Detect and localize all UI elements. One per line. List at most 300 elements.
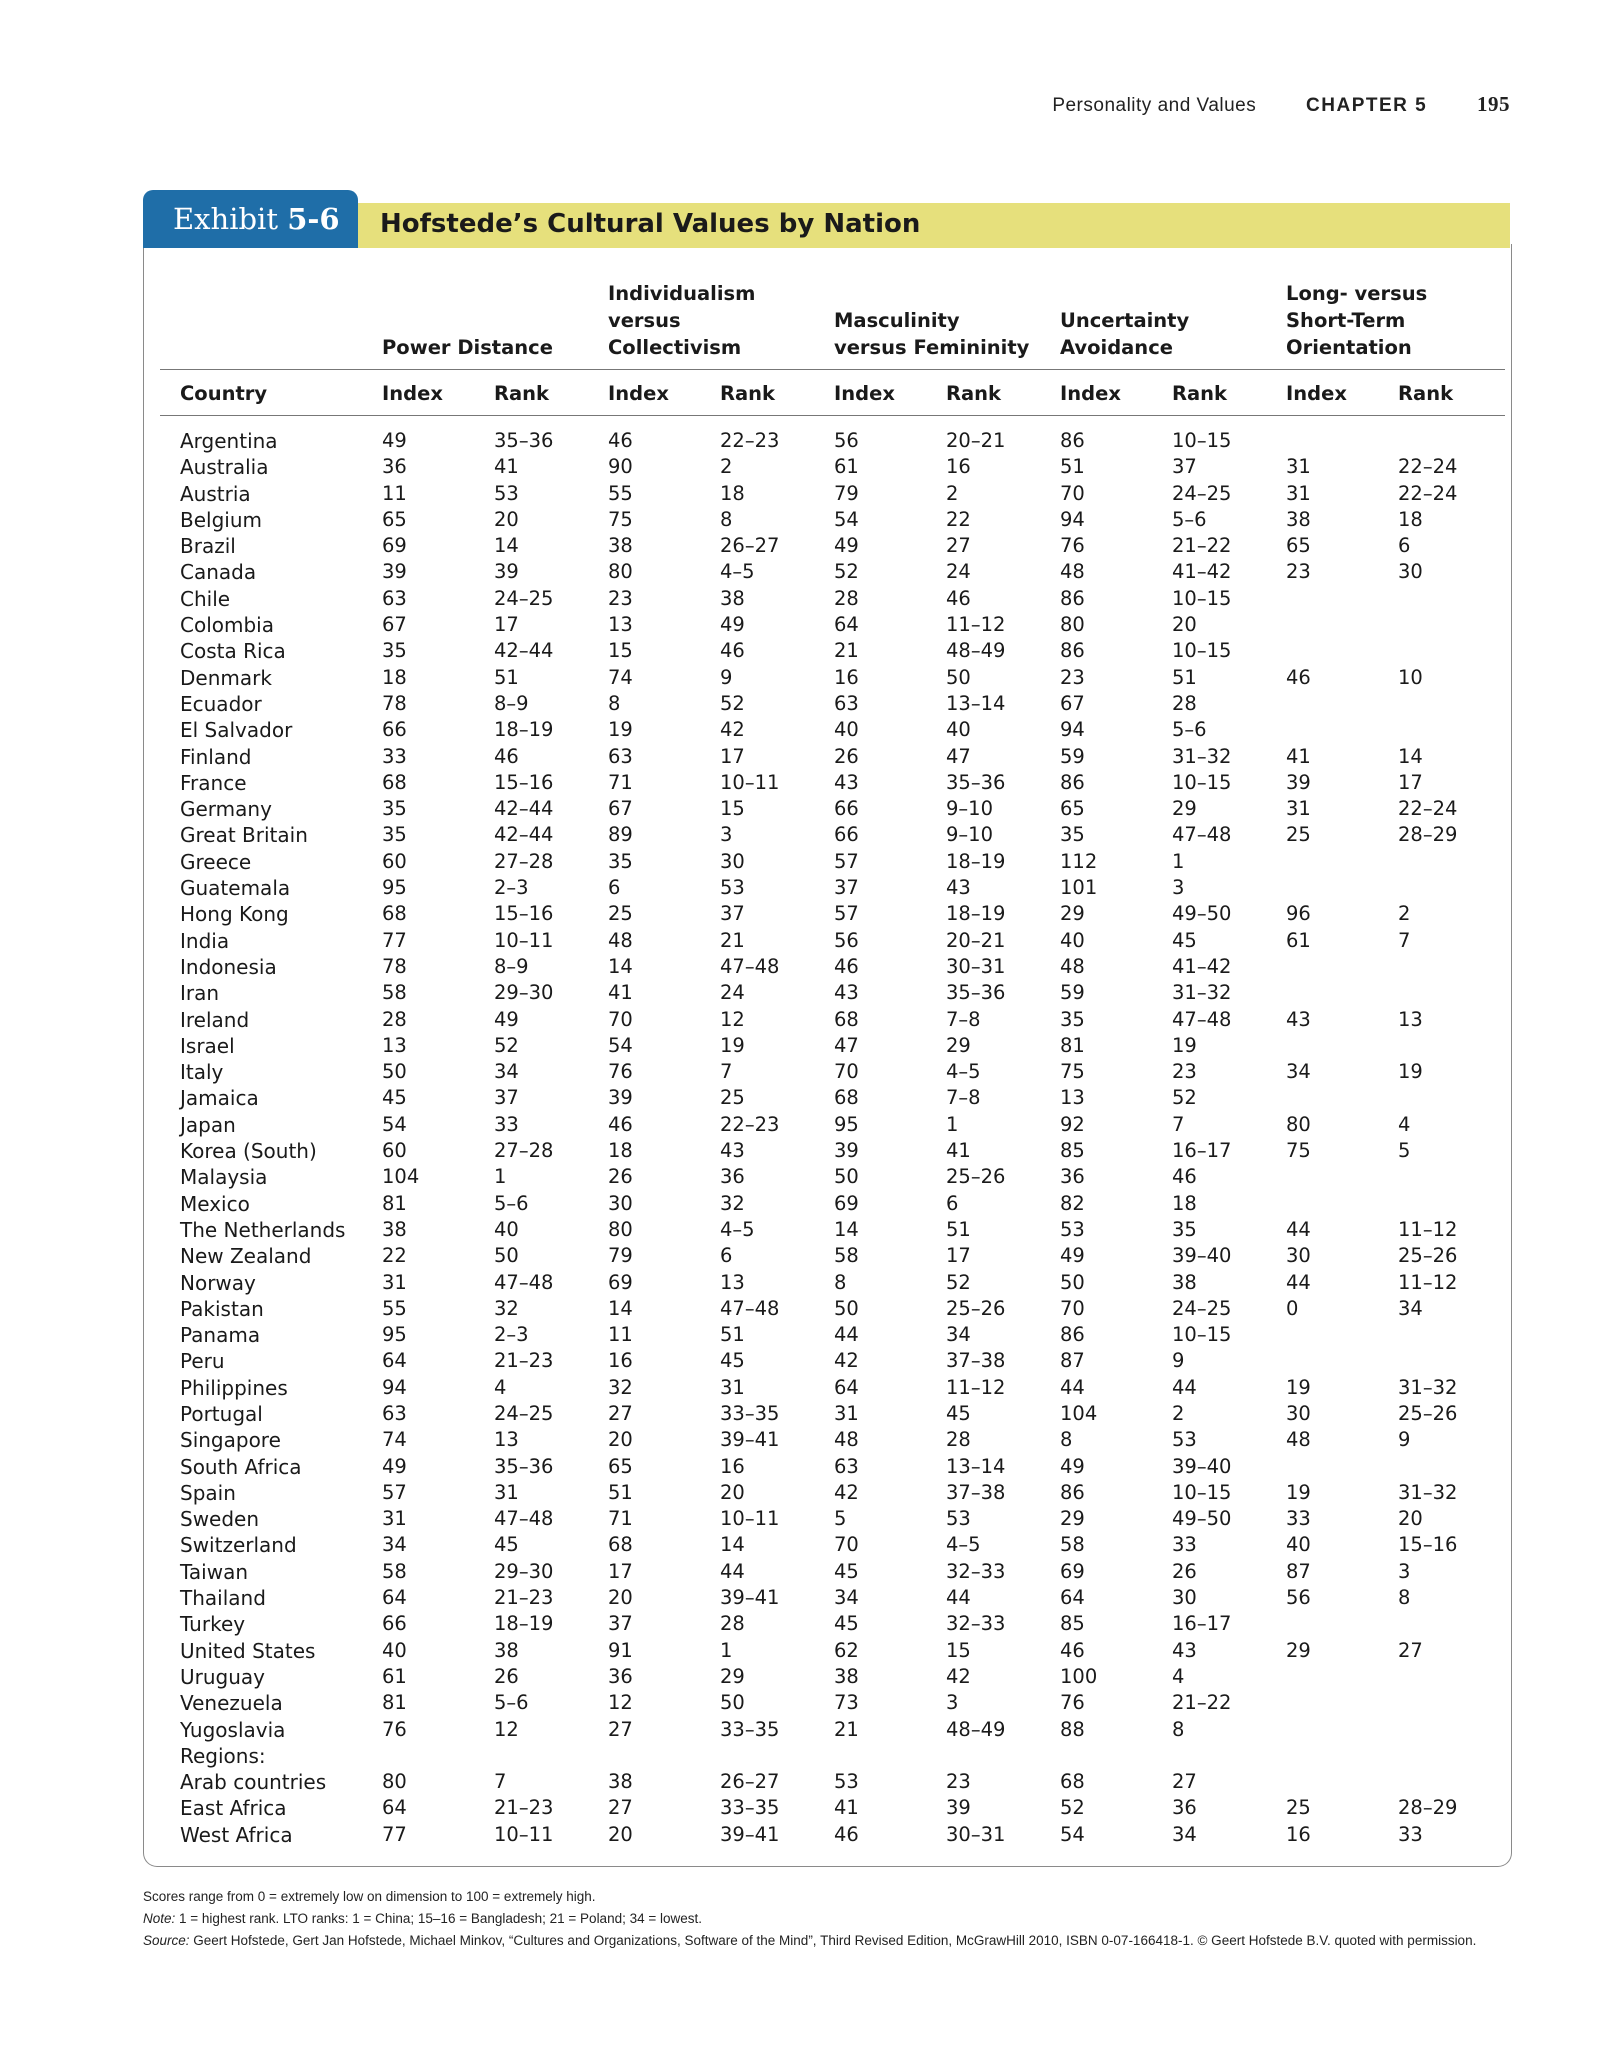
column-header-rank: Rank: [924, 370, 1038, 416]
index-cell: 70: [1060, 1296, 1085, 1320]
index-cell: [1264, 1348, 1376, 1374]
index-cell: 40: [382, 1638, 407, 1662]
index-cell: 79: [834, 481, 859, 505]
index-cell: 34: [382, 1533, 407, 1557]
index-cell: 15: [608, 639, 633, 663]
table-row: [160, 1532, 1505, 1558]
rank-cell: 21–23: [494, 1586, 554, 1610]
rank-cell: 29: [720, 1664, 745, 1688]
rank-cell: 21–23: [494, 1796, 554, 1820]
index-cell: 91: [608, 1638, 633, 1662]
index-cell: 37: [608, 1612, 633, 1636]
rank-cell: 36: [1172, 1796, 1197, 1820]
country-cell: Colombia: [180, 613, 274, 638]
section-title: Personality and Values: [1052, 95, 1257, 116]
index-cell: 63: [608, 744, 633, 768]
table-row: [160, 1059, 1505, 1085]
index-cell: 50: [1060, 1270, 1085, 1294]
index-cell: 86: [1060, 1323, 1085, 1347]
index-cell: 64: [382, 1349, 407, 1373]
rank-cell: [1376, 1322, 1505, 1348]
table-row: [160, 1138, 1505, 1164]
index-cell: 44: [1286, 1217, 1311, 1241]
table-row: [160, 1296, 1505, 1322]
index-cell: 80: [1286, 1112, 1311, 1136]
column-header-index: Index: [360, 370, 472, 416]
rank-cell: [1376, 1611, 1505, 1637]
index-cell: 51: [1060, 455, 1085, 479]
index-cell: 16: [834, 665, 859, 689]
index-cell: 0: [1286, 1296, 1299, 1320]
exhibit-tab: [143, 190, 358, 248]
index-cell: 29: [1060, 902, 1085, 926]
country-cell: South Africa: [180, 1454, 302, 1479]
rank-cell: 23: [946, 1770, 971, 1794]
rank-cell: 35–36: [946, 770, 1006, 794]
index-cell: [1264, 1033, 1376, 1059]
index-cell: 23: [1060, 665, 1085, 689]
index-cell: 56: [1286, 1586, 1311, 1610]
index-cell: 6: [608, 876, 621, 900]
rank-cell: 13: [720, 1270, 745, 1294]
rank-cell: 24–25: [494, 586, 554, 610]
rank-cell: 26: [1172, 1559, 1197, 1583]
index-cell: 54: [834, 507, 859, 531]
index-cell: 79: [608, 1244, 633, 1268]
rank-cell: 17: [494, 613, 519, 637]
rank-cell: 35: [1172, 1217, 1197, 1241]
rank-cell: 4: [494, 1375, 507, 1399]
country-cell: East Africa: [180, 1796, 287, 1821]
index-cell: 67: [382, 613, 407, 637]
table-row: [160, 1217, 1505, 1243]
rank-cell: [1376, 954, 1505, 980]
rank-cell: 45: [720, 1349, 745, 1373]
index-cell: 73: [834, 1691, 859, 1715]
index-cell: 75: [608, 507, 633, 531]
index-cell: 63: [382, 1401, 407, 1425]
index-cell: 95: [382, 876, 407, 900]
index-cell: 46: [1060, 1638, 1085, 1662]
index-cell: 52: [1060, 1796, 1085, 1820]
rank-cell: 41: [494, 455, 519, 479]
country-cell: Ecuador: [180, 691, 262, 716]
column-header-index: Index: [1264, 370, 1376, 416]
column-header-row: [160, 370, 1505, 416]
rank-cell: 17: [946, 1244, 971, 1268]
index-cell: 20: [608, 1428, 633, 1452]
rank-cell: 11–12: [946, 613, 1006, 637]
table-row: [160, 1243, 1505, 1269]
rank-cell: 51: [1172, 665, 1197, 689]
index-cell: 23: [608, 586, 633, 610]
country-cell: Mexico: [180, 1191, 250, 1216]
rank-cell: 30–31: [946, 954, 1006, 978]
rank-cell: 7–8: [946, 1007, 981, 1031]
index-cell: 19: [608, 718, 633, 742]
index-cell: 69: [834, 1191, 859, 1215]
rank-cell: 34: [494, 1060, 519, 1084]
index-cell: [1264, 1322, 1376, 1348]
rank-cell: 49–50: [1172, 902, 1232, 926]
country-cell: Costa Rica: [180, 639, 286, 664]
country-cell: Taiwan: [180, 1559, 249, 1584]
index-cell: 94: [1060, 718, 1085, 742]
index-cell: 49: [1060, 1244, 1085, 1268]
index-cell: 58: [382, 1559, 407, 1583]
index-cell: 25: [1286, 1796, 1311, 1820]
rank-cell: 47–48: [1172, 823, 1232, 847]
rank-cell: 39–41: [720, 1586, 780, 1610]
rank-cell: 20: [1172, 613, 1197, 637]
rank-cell: 50: [720, 1691, 745, 1715]
index-cell: 8: [1060, 1428, 1073, 1452]
index-cell: 67: [608, 797, 633, 821]
index-cell: 17: [608, 1559, 633, 1583]
country-cell: Greece: [180, 849, 252, 874]
index-cell: [1264, 1085, 1376, 1111]
index-cell: 90: [608, 455, 633, 479]
index-cell: [1038, 1743, 1150, 1769]
rank-cell: 34: [946, 1323, 971, 1347]
index-cell: 48: [608, 928, 633, 952]
index-cell: 46: [608, 429, 633, 452]
rank-cell: 42: [720, 718, 745, 742]
table-row: [160, 1375, 1505, 1401]
rank-cell: 4–5: [720, 1217, 755, 1241]
rank-cell: 9: [1398, 1428, 1411, 1452]
rank-cell: 35–36: [494, 429, 554, 452]
rank-cell: 12: [720, 1007, 745, 1031]
rank-cell: 45: [494, 1533, 519, 1557]
index-cell: 14: [608, 954, 633, 978]
country-cell: Norway: [180, 1270, 256, 1295]
index-cell: 86: [1060, 639, 1085, 663]
rank-cell: 52: [720, 691, 745, 715]
index-cell: 46: [834, 954, 859, 978]
rank-cell: 33: [1398, 1822, 1423, 1846]
index-cell: 94: [1060, 507, 1085, 531]
column-header-index: Index: [586, 370, 698, 416]
table-row: [160, 638, 1505, 664]
index-cell: 53: [834, 1770, 859, 1794]
rank-cell: 52: [946, 1270, 971, 1294]
rank-cell: 18: [1398, 507, 1423, 531]
index-cell: 64: [382, 1586, 407, 1610]
rank-cell: 5–6: [1172, 507, 1207, 531]
index-cell: 50: [834, 1296, 859, 1320]
country-cell: Turkey: [180, 1612, 246, 1637]
rank-cell: 38: [720, 586, 745, 610]
rank-cell: 38: [1172, 1270, 1197, 1294]
index-cell: 85: [1060, 1139, 1085, 1163]
index-cell: [1264, 849, 1376, 875]
table-row: [160, 454, 1505, 480]
index-cell: 94: [382, 1375, 407, 1399]
rank-cell: 20: [494, 507, 519, 531]
index-cell: [1264, 1743, 1376, 1769]
index-cell: 39: [382, 560, 407, 584]
rank-cell: 9–10: [946, 823, 993, 847]
rank-cell: 50: [494, 1244, 519, 1268]
index-cell: 55: [382, 1296, 407, 1320]
index-cell: 86: [1060, 586, 1085, 610]
rank-cell: [1376, 717, 1505, 743]
index-cell: 85: [1060, 1612, 1085, 1636]
index-cell: 35: [608, 849, 633, 873]
index-cell: [1264, 1191, 1376, 1217]
index-cell: 8: [608, 691, 621, 715]
table-row: [160, 901, 1505, 927]
index-cell: [1264, 416, 1376, 455]
rank-cell: [1376, 849, 1505, 875]
rank-cell: 10–11: [494, 1822, 554, 1846]
index-cell: 80: [608, 1217, 633, 1241]
index-cell: 71: [608, 770, 633, 794]
rank-cell: 7: [1172, 1112, 1185, 1136]
table-row: [160, 507, 1505, 533]
rank-cell: 41: [946, 1139, 971, 1163]
rank-cell: 44: [1172, 1375, 1197, 1399]
rank-cell: 48–49: [946, 1717, 1006, 1741]
index-cell: 21: [834, 639, 859, 663]
index-cell: 30: [1286, 1244, 1311, 1268]
table-row: [160, 1322, 1505, 1348]
rank-cell: 17: [1398, 770, 1423, 794]
index-cell: 74: [608, 665, 633, 689]
index-cell: [1264, 586, 1376, 612]
table-row: [160, 849, 1505, 875]
rank-cell: 31–32: [1172, 744, 1232, 768]
rank-cell: 27: [1172, 1770, 1197, 1794]
index-cell: 31: [1286, 481, 1311, 505]
rank-cell: [1376, 1717, 1505, 1743]
rank-cell: 2: [946, 481, 959, 505]
rank-cell: 33: [1172, 1533, 1197, 1557]
rank-cell: 31–32: [1398, 1480, 1458, 1504]
rank-cell: 19: [720, 1033, 745, 1057]
table-row: [160, 770, 1505, 796]
rank-cell: [1376, 638, 1505, 664]
country-cell: Korea (South): [180, 1139, 317, 1164]
index-cell: 100: [1060, 1664, 1098, 1688]
rank-cell: 39–40: [1172, 1244, 1232, 1268]
rank-cell: 47: [946, 744, 971, 768]
rank-cell: 16–17: [1172, 1139, 1232, 1163]
rank-cell: 25–26: [946, 1296, 1006, 1320]
index-cell: 76: [1060, 1691, 1085, 1715]
rank-cell: 26–27: [720, 1770, 780, 1794]
table-row: [160, 481, 1505, 507]
index-cell: 34: [834, 1586, 859, 1610]
chapter-label: CHAPTER 5: [1306, 95, 1428, 116]
index-cell: 87: [1060, 1349, 1085, 1373]
rank-cell: 46: [494, 744, 519, 768]
index-cell: 65: [1286, 534, 1311, 558]
rank-cell: 27: [946, 534, 971, 558]
rank-cell: 1: [946, 1112, 959, 1136]
rank-cell: [1376, 1191, 1505, 1217]
table-row: [160, 1270, 1505, 1296]
rank-cell: 19: [1172, 1033, 1197, 1057]
country-cell: Iran: [180, 981, 220, 1006]
rank-cell: 48–49: [946, 639, 1006, 663]
index-cell: 82: [1060, 1191, 1085, 1215]
index-cell: [1264, 638, 1376, 664]
index-cell: 48: [1060, 954, 1085, 978]
index-cell: 26: [834, 744, 859, 768]
country-cell: Great Britain: [180, 823, 308, 848]
rank-cell: [1376, 1454, 1505, 1480]
rank-cell: 13: [494, 1428, 519, 1452]
rank-cell: 30–31: [946, 1822, 1006, 1846]
index-cell: 75: [1286, 1139, 1311, 1163]
index-cell: 77: [382, 928, 407, 952]
country-cell: Guatemala: [180, 876, 291, 901]
index-cell: 20: [608, 1822, 633, 1846]
index-cell: 68: [382, 770, 407, 794]
rank-cell: [1376, 1348, 1505, 1374]
rank-cell: 33: [494, 1112, 519, 1136]
rank-cell: 19: [1398, 1060, 1423, 1084]
rank-cell: 10–15: [1172, 1480, 1232, 1504]
rank-cell: 49–50: [1172, 1507, 1232, 1531]
country-cell: Switzerland: [180, 1533, 297, 1558]
rank-cell: 3: [946, 1691, 959, 1715]
rank-cell: 11–12: [1398, 1270, 1458, 1294]
index-cell: 47: [834, 1033, 859, 1057]
rank-cell: 53: [720, 876, 745, 900]
country-cell: Hong Kong: [180, 902, 289, 927]
index-cell: 8: [834, 1270, 847, 1294]
index-cell: 22: [382, 1244, 407, 1268]
index-cell: 53: [1060, 1217, 1085, 1241]
index-cell: 95: [382, 1323, 407, 1347]
rank-cell: 4: [1172, 1664, 1185, 1688]
index-cell: 13: [608, 613, 633, 637]
index-cell: 80: [608, 560, 633, 584]
rank-cell: [1376, 875, 1505, 901]
rank-cell: [1376, 612, 1505, 638]
index-cell: 48: [834, 1428, 859, 1452]
rank-cell: [1376, 416, 1505, 455]
rank-cell: 8: [1172, 1717, 1185, 1741]
index-cell: 64: [1060, 1586, 1085, 1610]
rank-cell: 10–15: [1172, 429, 1232, 452]
index-cell: 104: [382, 1165, 420, 1189]
index-cell: 70: [834, 1060, 859, 1084]
index-cell: 34: [1286, 1060, 1311, 1084]
table-row: [160, 416, 1505, 455]
country-cell: Yugoslavia: [180, 1717, 286, 1742]
rank-cell: 21–22: [1172, 534, 1232, 558]
rank-cell: 10: [1398, 665, 1423, 689]
table-row: [160, 1822, 1505, 1848]
rank-cell: 15: [720, 797, 745, 821]
table-row: [160, 1506, 1505, 1532]
rank-cell: 39: [494, 560, 519, 584]
rank-cell: [1376, 980, 1505, 1006]
index-cell: 48: [1286, 1428, 1311, 1452]
rank-cell: 22–23: [720, 1112, 780, 1136]
index-cell: 42: [834, 1349, 859, 1373]
table-row: [160, 1611, 1505, 1637]
index-cell: 35: [1060, 823, 1085, 847]
rank-cell: 11–12: [946, 1375, 1006, 1399]
rank-cell: 28–29: [1398, 823, 1458, 847]
rank-cell: 46: [1172, 1165, 1197, 1189]
table-row: [160, 559, 1505, 585]
rank-cell: 53: [1172, 1428, 1197, 1452]
rank-cell: 33–35: [720, 1717, 780, 1741]
rank-cell: 42–44: [494, 639, 554, 663]
index-cell: 96: [1286, 902, 1311, 926]
rank-cell: 27–28: [494, 1139, 554, 1163]
rank-cell: 6: [720, 1244, 733, 1268]
index-cell: 5: [834, 1507, 847, 1531]
index-cell: [1264, 1769, 1376, 1795]
rank-cell: 14: [494, 534, 519, 558]
index-cell: 52: [834, 560, 859, 584]
index-cell: 76: [382, 1717, 407, 1741]
rank-cell: [1376, 1690, 1505, 1716]
index-cell: 86: [1060, 770, 1085, 794]
rank-cell: 51: [494, 665, 519, 689]
rank-cell: 22–24: [1398, 481, 1458, 505]
country-cell: Denmark: [180, 665, 272, 690]
country-cell: Thailand: [180, 1586, 266, 1611]
rank-cell: 29: [946, 1033, 971, 1057]
rank-cell: [1376, 1743, 1505, 1769]
rank-cell: 43: [1172, 1638, 1197, 1662]
country-cell: Chile: [180, 586, 231, 611]
rank-cell: 9–10: [946, 797, 993, 821]
index-cell: [1264, 612, 1376, 638]
index-cell: 43: [834, 981, 859, 1005]
table-row: [160, 1795, 1505, 1821]
index-cell: [1264, 1717, 1376, 1743]
country-cell: Indonesia: [180, 954, 277, 979]
rank-cell: 32–33: [946, 1559, 1006, 1583]
index-cell: 29: [1060, 1507, 1085, 1531]
rank-cell: 18: [1172, 1191, 1197, 1215]
index-cell: 20: [608, 1586, 633, 1610]
table-row: [160, 612, 1505, 638]
rank-cell: 12: [494, 1717, 519, 1741]
rank-cell: 37: [720, 902, 745, 926]
rank-cell: 13–14: [946, 691, 1006, 715]
index-cell: 89: [608, 823, 633, 847]
index-cell: [1264, 1454, 1376, 1480]
index-cell: 60: [382, 1139, 407, 1163]
table-row: [160, 1664, 1505, 1690]
index-cell: 68: [382, 902, 407, 926]
rank-cell: 2–3: [494, 1323, 529, 1347]
table-row: [160, 1007, 1505, 1033]
rank-cell: 24: [946, 560, 971, 584]
rank-cell: 18–19: [946, 902, 1006, 926]
index-cell: 31: [834, 1401, 859, 1425]
table-row: [160, 1454, 1505, 1480]
exhibit-label: Exhibit: [173, 202, 278, 236]
rank-cell: 29: [1172, 797, 1197, 821]
rank-cell: 21: [720, 928, 745, 952]
index-cell: 46: [608, 1112, 633, 1136]
index-cell: 57: [834, 902, 859, 926]
rank-cell: 6: [1398, 534, 1411, 558]
rank-cell: 31: [494, 1480, 519, 1504]
table-row: [160, 1164, 1505, 1190]
